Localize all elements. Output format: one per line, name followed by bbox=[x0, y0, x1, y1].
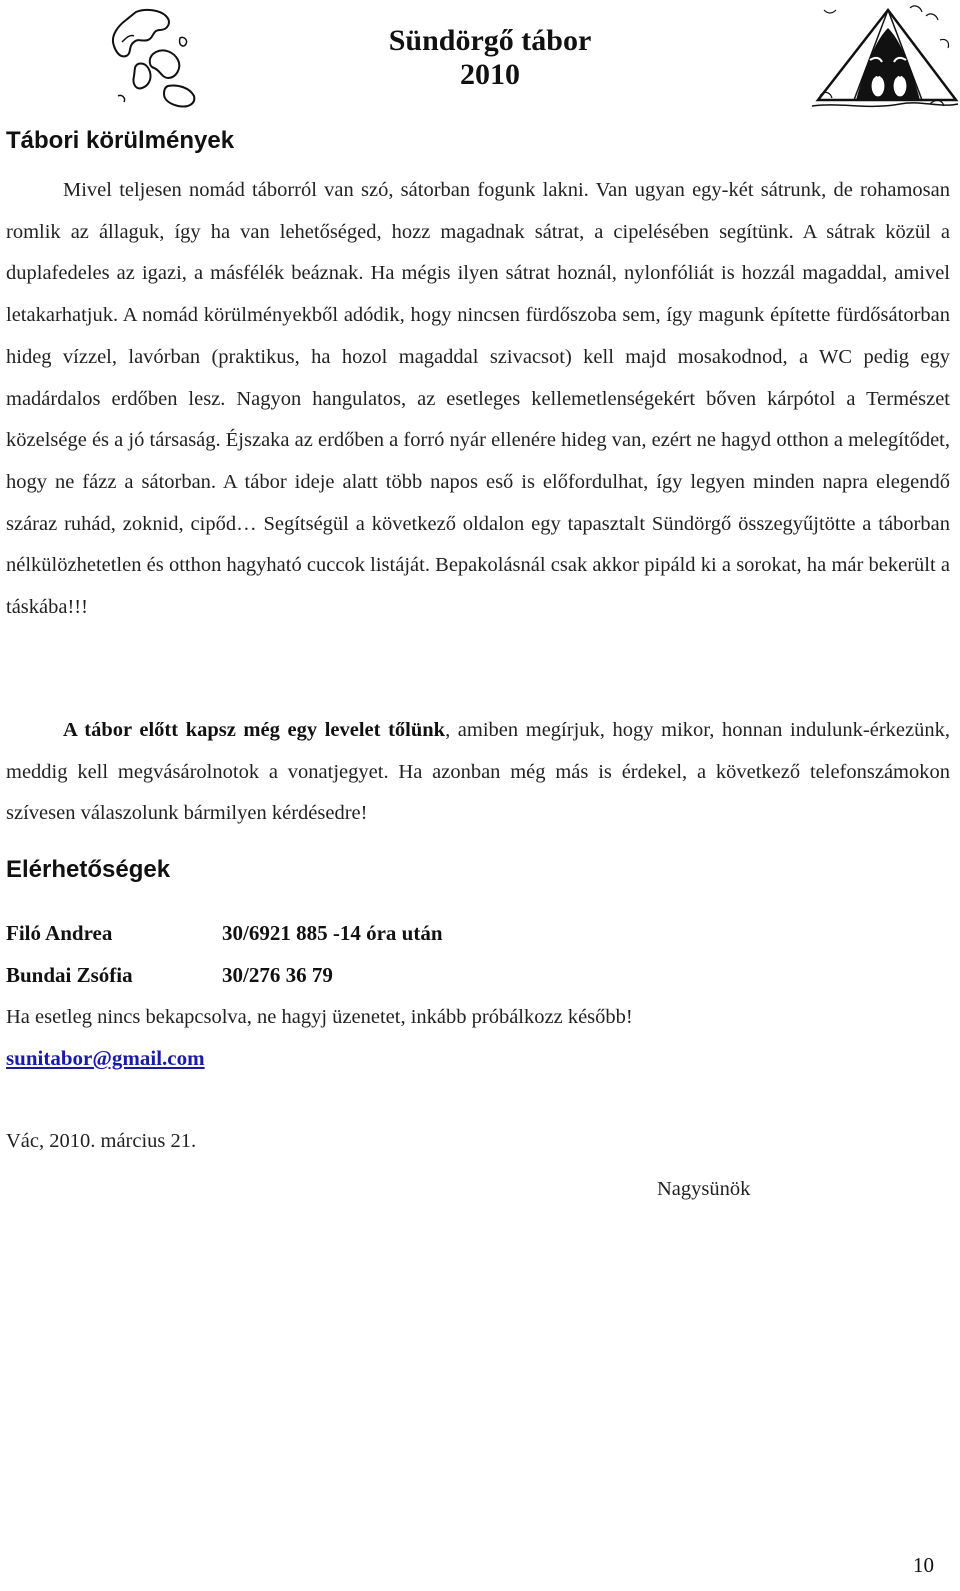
camp-conditions-paragraph bbox=[6, 170, 950, 629]
document-header-title bbox=[300, 24, 680, 92]
letter-info-paragraph bbox=[6, 710, 950, 835]
section-heading-contacts: Elérhetőségek bbox=[6, 856, 171, 883]
page-number: 10 bbox=[913, 1553, 934, 1577]
contact-name: Bundai Zsófia bbox=[6, 963, 133, 987]
signature: Nagysünök bbox=[657, 1178, 751, 1200]
place-date: Vác, 2010. március 21. bbox=[6, 1130, 197, 1152]
tent-hedgehog-icon bbox=[810, 0, 960, 115]
header-title-line2: 2010 bbox=[460, 58, 520, 91]
contact-note: Ha esetleg nincs bekapcsolva, ne hagyj üzenetet, inkább próbálkozz később! bbox=[6, 1006, 633, 1028]
header-title-line1: Sündörgő tábor bbox=[388, 24, 592, 57]
world-map-icon bbox=[108, 8, 203, 113]
email-link[interactable]: sunitabor@gmail.com bbox=[6, 1046, 205, 1070]
section-heading-camp-conditions: Tábori körülmények bbox=[6, 127, 235, 154]
contact-phone: 30/6921 885 -14 óra után bbox=[222, 921, 443, 945]
letter-info-bold: A tábor előtt kapsz még egy levelet tőlünk bbox=[63, 719, 446, 741]
letter-info-text: , amiben megírjuk, hogy mikor, honnan indulunk-érkezünk, meddig kell megvásárolnotok a vonatjegyet. Ha azonban még más is érdekel, a következő telefonszámokon szívesen válaszolunk bármilyen kérdésedre! bbox=[6, 719, 950, 825]
contact-name: Filó Andrea bbox=[6, 921, 113, 945]
contact-phone: 30/276 36 79 bbox=[222, 963, 333, 987]
camp-conditions-text: Mivel teljesen nomád táborról van szó, sátorban fogunk lakni. Van ugyan egy-két sátrunk, de rohamosan romlik az állaguk, így ha van lehetőséged, hozz magadnak sátrat, a cipelésében segítünk. A sátrak közül a duplafedeles az igazi, a másfélék beáznak. Ha mégis ilyen sátrat hoznál, nylonfóliát is hozzál magaddal, amivel letakarhatjuk. A nomád körülményekből adódik, hogy nincsen fürdőszoba sem, így magunk építette fürdősátorban hideg vízzel, lavórban (praktikus, ha hozol magaddal szivacsot) kell majd mosakodnod, a WC pedig egy madárdalos erdőben lesz. Nagyon hangulatos, az esetleges kellemetlenségekért bőven kárpótol a Természet közelsége és a jó társaság. Éjszaka az erdőben a forró nyár ellenére hideg van, ezért ne hagyd otthon a melegítődet, hogy ne fázz a sátorban. A tábor ideje alatt több napos eső is előfordulhat, így legyen minden napra elegendő száraz ruhád, zoknid, cipőd… Segítségül a következő oldalon egy tapasztalt Sündörgő összegyűjtötte a táborban nélkülözhetetlen és otthon hagyható cuccok listáját. Bepakolásnál csak akkor pipáld ki a sorokat, ha már bekerült a táskába!!! bbox=[6, 179, 950, 619]
